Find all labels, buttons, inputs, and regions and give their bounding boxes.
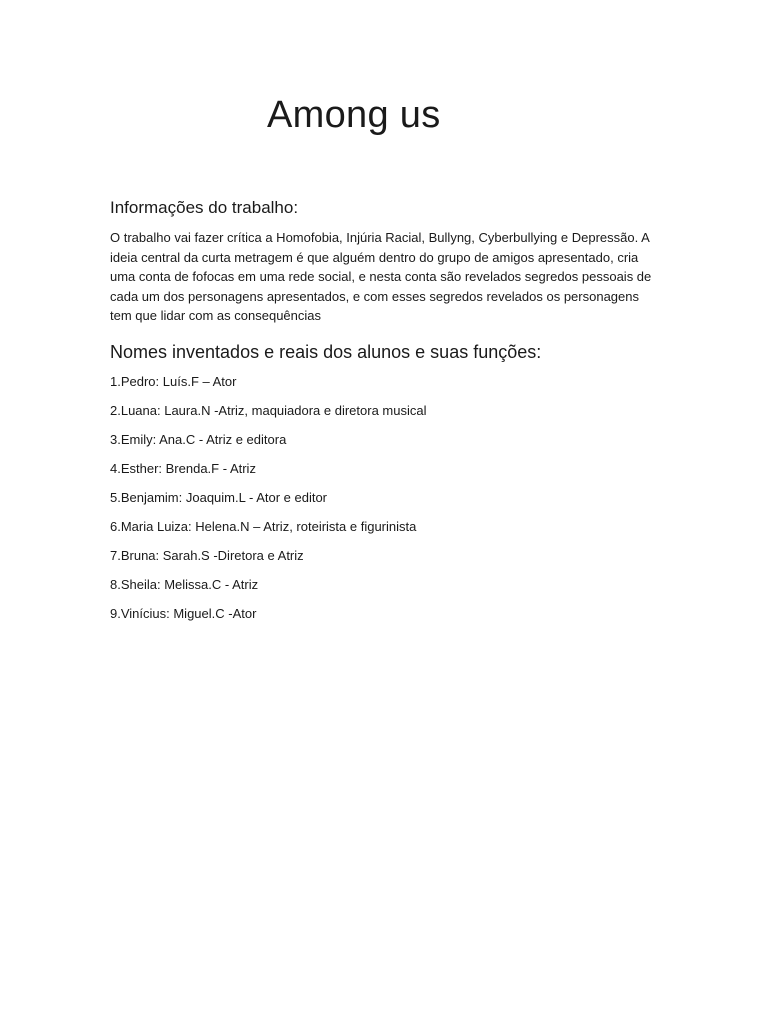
cast-item: 7.Bruna: Sarah.S -Diretora e Atriz <box>110 547 304 563</box>
cast-item: 4.Esther: Brenda.F - Atriz <box>110 460 256 476</box>
cast-item: 6.Maria Luiza: Helena.N – Atriz, roteirista e figurinista <box>110 518 417 534</box>
cast-item: 3.Emily: Ana.C - Atriz e editora <box>110 431 287 447</box>
cast-item: 1.Pedro: Luís.F – Ator <box>110 373 237 389</box>
info-heading: Informações do trabalho: <box>110 198 299 217</box>
cast-item: 5.Benjamim: Joaquim.L - Ator e editor <box>110 489 328 505</box>
document-title: Among us <box>267 94 441 136</box>
cast-item: 8.Sheila: Melissa.C - Atriz <box>110 576 259 592</box>
document-body <box>110 196 660 633</box>
cast-heading: Nomes inventados e reais dos alunos e suas funções: <box>110 341 542 362</box>
cast-item: 9.Vinícius: Miguel.C -Ator <box>110 605 257 621</box>
info-paragraph: O trabalho vai fazer crítica a Homofobia, Injúria Racial, Bullyng, Cyberbullying e Depressão. A ideia central da curta metragem é que alguém dentro do grupo de amigos apresentado, cria uma conta de fofocas em uma rede social, e nesta conta são revelados segredos pessoais de cada um dos personagens apresentados, e com esses segredos revelados os personagens tem que lidar com as consequências <box>110 230 652 323</box>
cast-item: 2.Luana: Laura.N -Atriz, maquiadora e diretora musical <box>110 402 427 418</box>
cast-list <box>110 372 660 623</box>
